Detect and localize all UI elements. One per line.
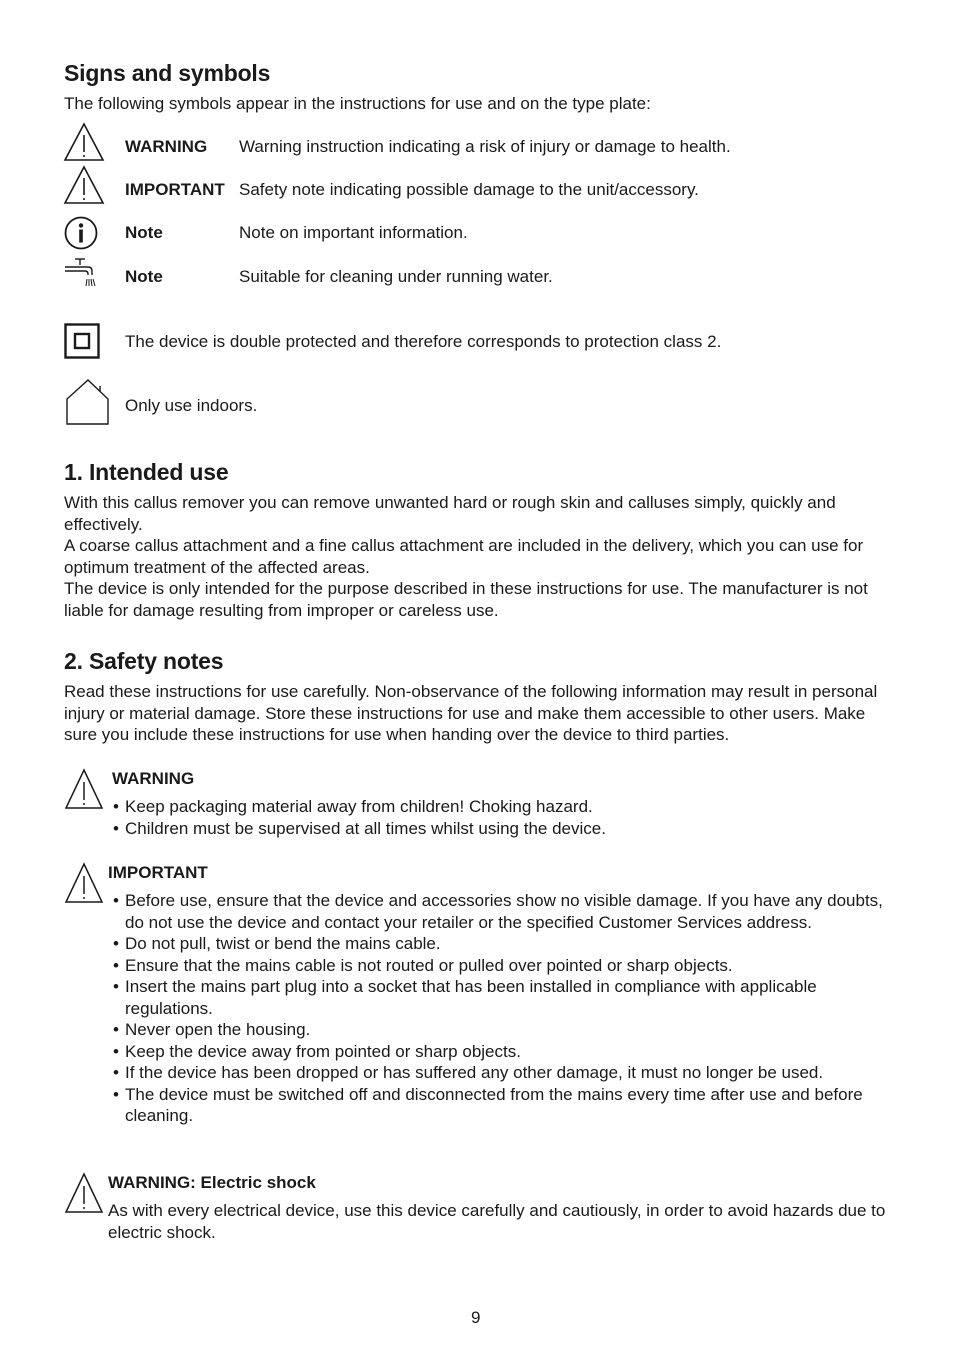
safety-intro: Read these instructions for use carefully. Non-observance of the following information may result in personal injury or material damage. Store these instructions for use and make them accessible to other users. Make sure you include these instructions for use when handing over the device to third parties. bbox=[64, 682, 878, 744]
list-item: • If the device has been dropped or has suffered any other damage, it must no longer be used. bbox=[108, 1062, 898, 1084]
list-item: • Keep the device away from pointed or sharp objects. bbox=[108, 1041, 898, 1063]
sign-text-warning: Warning instruction indicating a risk of injury or damage to health. bbox=[239, 137, 731, 156]
important-title: IMPORTANT bbox=[108, 863, 208, 882]
warning-triangle-icon bbox=[63, 122, 105, 162]
list-item: • Before use, ensure that the device and accessories show no visible damage. If you have any doubts, do not use the device and contact your retailer or the specified Customer Services address. bbox=[108, 890, 898, 933]
sign-label-note-water: Note bbox=[125, 267, 163, 286]
electric-shock-triangle-icon bbox=[64, 1172, 104, 1214]
intended-p1: With this callus remover you can remove unwanted hard or rough skin and calluses simply, quickly and effectively. bbox=[64, 493, 836, 534]
warning-list bbox=[108, 796, 898, 839]
sign-text-note: Note on important information. bbox=[239, 223, 468, 242]
signs-title: Signs and symbols bbox=[64, 60, 271, 86]
warning-triangle-icon bbox=[64, 768, 104, 810]
protection-class-2-icon bbox=[64, 323, 100, 359]
intended-p2: A coarse callus attachment and a fine callus attachment are included in the delivery, which you can use for optimum treatment of the affected areas. bbox=[64, 536, 864, 577]
intended-body bbox=[64, 492, 884, 621]
list-item: • Ensure that the mains cable is not routed or pulled over pointed or sharp objects. bbox=[108, 955, 898, 977]
list-item: • Insert the mains part plug into a socket that has been installed in compliance with applicable regulations. bbox=[108, 976, 898, 1019]
warning-title: WARNING bbox=[112, 769, 195, 788]
important-triangle-icon bbox=[64, 862, 104, 904]
sign-text-important: Safety note indicating possible damage to the unit/accessory. bbox=[239, 180, 699, 199]
intended-title: 1. Intended use bbox=[64, 459, 229, 485]
list-item: • Never open the housing. bbox=[108, 1019, 898, 1041]
list-item: • Keep packaging material away from children! Choking hazard. bbox=[108, 796, 898, 818]
sign-label-note: Note bbox=[125, 223, 163, 242]
shock-text: As with every electrical device, use this device carefully and cautiously, in order to avoid hazards due to electric shock. bbox=[108, 1201, 886, 1242]
important-triangle-icon bbox=[63, 165, 105, 205]
class2-text: The device is double protected and therefore corresponds to protection class 2. bbox=[125, 332, 722, 351]
sign-label-warning: WARNING bbox=[125, 137, 208, 156]
page-number: 9 bbox=[471, 1308, 481, 1327]
running-water-faucet-icon bbox=[63, 257, 99, 289]
list-item: • Children must be supervised at all times whilst using the device. bbox=[108, 818, 898, 840]
sign-label-important: IMPORTANT bbox=[125, 180, 225, 199]
house-indoors-icon bbox=[64, 377, 110, 427]
safety-title: 2. Safety notes bbox=[64, 648, 224, 674]
signs-intro: The following symbols appear in the instructions for use and on the type plate: bbox=[64, 94, 651, 113]
intended-p3: The device is only intended for the purpose described in these instructions for use. The manufacturer is not liable for damage resulting from improper or careless use. bbox=[64, 579, 868, 620]
shock-title: WARNING: Electric shock bbox=[108, 1173, 316, 1192]
sign-text-note-water: Suitable for cleaning under running water. bbox=[239, 267, 553, 286]
important-list bbox=[108, 890, 898, 1127]
info-icon bbox=[64, 216, 98, 250]
list-item: • Do not pull, twist or bend the mains cable. bbox=[108, 933, 898, 955]
indoors-text: Only use indoors. bbox=[125, 396, 258, 415]
list-item: • The device must be switched off and disconnected from the mains every time after use and before cleaning. bbox=[108, 1084, 898, 1127]
